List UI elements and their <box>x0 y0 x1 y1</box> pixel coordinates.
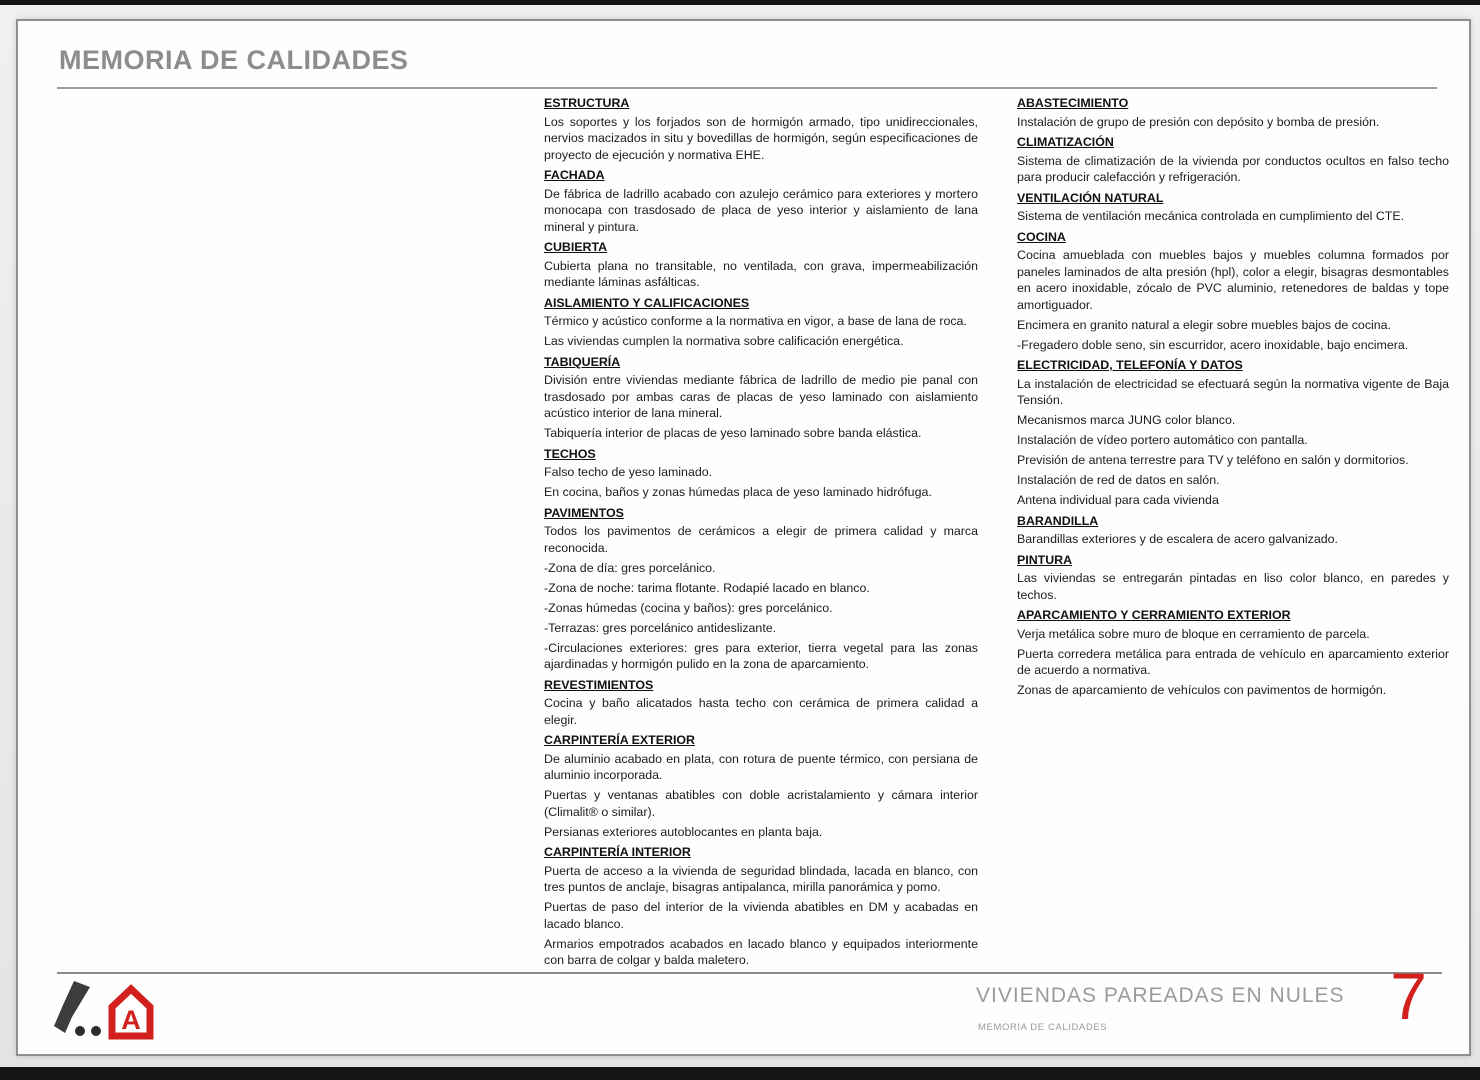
section-heading: TECHOS <box>544 446 596 461</box>
specs-column-right <box>1017 91 1449 702</box>
section-paragraph: Cubierta plana no transitable, no ventilada, con grava, impermeabilización mediante láminas asfálticas. <box>544 258 978 289</box>
section-paragraph: -Zona de noche: tarima flotante. Rodapié lacado en blanco. <box>544 580 870 595</box>
section-paragraph: Mecanismos marca JUNG color blanco. <box>1017 413 1236 427</box>
specs-column-left <box>544 91 978 972</box>
section-paragraph: Armarios empotrados acabados en lacado blanco y equipados interiormente con barra de colgar y balda maletero. <box>544 936 978 967</box>
section-heading: CARPINTERÍA EXTERIOR <box>544 733 695 747</box>
pencil-mark-icon <box>54 981 101 1036</box>
section-heading: REVESTIMIENTOS <box>544 677 654 692</box>
section-paragraph: Instalación de grupo de presión con depósito y bomba de presión. <box>1017 114 1380 129</box>
page-title: MEMORIA DE CALIDADES <box>59 45 409 75</box>
company-logo <box>48 979 158 1041</box>
document-page <box>16 19 1471 1056</box>
section-paragraph: Las viviendas se entregarán pintadas en liso color blanco, en paredes y techos. <box>1017 571 1449 602</box>
section-paragraph: En cocina, baños y zonas húmedas placa de yeso laminado hidrófuga. <box>544 485 932 499</box>
section-heading: PAVIMENTOS <box>544 505 624 520</box>
section-heading: FACHADA <box>544 168 605 182</box>
section-paragraph: Todos los pavimentos de cerámicos a elegir de primera calidad y marca reconocida. <box>544 524 978 555</box>
section-paragraph: Tabiquería interior de placas de yeso laminado sobre banda elástica. <box>544 426 922 440</box>
section-heading: VENTILACIÓN NATURAL <box>1017 190 1164 205</box>
section-paragraph: Puerta de acceso a la vivienda de seguridad blindada, lacada en blanco, con tres puntos de anclaje, bisagras antipalanca, mirilla panorámica y pomo. <box>544 863 978 894</box>
section-heading: CARPINTERÍA INTERIOR <box>544 845 691 859</box>
section-heading: APARCAMIENTO Y CERRAMIENTO EXTERIOR <box>1017 608 1291 622</box>
page-number: 7 <box>1390 959 1427 1033</box>
section-heading: ABASTECIMIENTO <box>1017 96 1129 110</box>
section-paragraph: Previsión de antena terrestre para TV y teléfono en salón y dormitorios. <box>1017 453 1409 467</box>
section-heading: CLIMATIZACIÓN <box>1017 135 1114 149</box>
section-heading: CUBIERTA <box>544 240 608 254</box>
footer-subtitle: MEMORIA DE CALIDADES <box>978 1022 1108 1033</box>
house-icon <box>112 989 150 1036</box>
footer-project-title: VIVIENDAS PAREADAS EN NULES <box>976 984 1345 1007</box>
section-heading: PINTURA <box>1017 552 1073 567</box>
section-paragraph: -Zonas húmedas (cocina y baños): gres porcelánico. <box>544 600 833 615</box>
section-heading: BARANDILLA <box>1017 513 1099 528</box>
section-paragraph: Instalación de red de datos en salón. <box>1017 473 1220 487</box>
section-paragraph: Sistema de climatización de la vivienda por conductos ocultos en falso techo para producir calefacción y refrigeración. <box>1017 153 1449 184</box>
section-paragraph: Puerta corredera metálica para entrada de vehículo en aparcamiento exterior de acuerdo a normativa. <box>1017 646 1449 677</box>
section-paragraph: Falso techo de yeso laminado. <box>544 465 713 479</box>
section-paragraph: Puertas de paso del interior de la vivienda abatibles en DM y acabadas en lacado blanco. <box>544 900 978 931</box>
section-paragraph: -Fregadero doble seno, sin escurridor, acero inoxidable, bajo encimera. <box>1017 337 1409 352</box>
section-paragraph: Antena individual para cada vivienda <box>1017 493 1219 507</box>
section-heading: ELECTRICIDAD, TELEFONÍA Y DATOS <box>1017 358 1243 372</box>
section-paragraph: De fábrica de ladrillo acabado con azulejo cerámico para exteriores y mortero monocapa con trasdosado de placa de yeso interior y aislamiento de lana mineral y pintura. <box>544 186 978 234</box>
footer-divider <box>57 972 1442 974</box>
section-paragraph: Puertas y ventanas abatibles con doble acristalamiento y cámara interior (Climalit® o similar). <box>544 788 978 819</box>
section-paragraph: Encimera en granito natural a elegir sobre muebles bajos de cocina. <box>1017 317 1392 332</box>
section-paragraph: Cocina y baño alicatados hasta techo con cerámica de primera calidad a elegir. <box>544 696 978 727</box>
section-paragraph: División entre viviendas mediante fábrica de ladrillo de medio pie panal con trasdosado por ambas caras de placas de yeso laminado con aislamiento acústico interior de lana mineral. <box>544 373 978 420</box>
section-paragraph: Zonas de aparcamiento de vehículos con pavimentos de hormigón. <box>1017 683 1387 697</box>
section-heading: COCINA <box>1017 229 1066 244</box>
title-underline <box>57 87 1437 89</box>
section-paragraph: Las viviendas cumplen la normativa sobre calificación energética. <box>544 334 904 348</box>
section-paragraph: Térmico y acústico conforme a la normativa en vigor, a base de lana de roca. <box>544 314 967 328</box>
section-paragraph: -Zona de día: gres porcelánico. <box>544 560 716 575</box>
svg-text:A: A <box>121 1005 141 1035</box>
section-paragraph: Instalación de vídeo portero automático con pantalla. <box>1017 433 1308 447</box>
section-heading: ESTRUCTURA <box>544 96 630 110</box>
section-paragraph: Verja metálica sobre muro de bloque en cerramiento de parcela. <box>1017 626 1370 641</box>
bottom-black-bar <box>0 1067 1480 1080</box>
section-paragraph: Persianas exteriores autoblocantes en planta baja. <box>544 824 823 839</box>
section-paragraph: La instalación de electricidad se efectuará según la normativa vigente de Baja Tensión. <box>1017 376 1449 407</box>
section-paragraph: Sistema de ventilación mecánica controlada en cumplimiento del CTE. <box>1017 209 1405 223</box>
section-paragraph: Barandillas exteriores y de escalera de acero galvanizado. <box>1017 532 1338 546</box>
section-paragraph: Los soportes y los forjados son de hormigón armado, tipo unidireccionales, nervios macizados in situ y bovedillas de hormigón, según especificaciones de proyecto de ejecución y normativa EHE. <box>544 114 978 162</box>
top-black-bar <box>0 0 1480 5</box>
section-paragraph: -Circulaciones exteriores: gres para exterior, tierra vegetal para las zonas ajardinadas y hormigón pulido en la zona de aparcamiento. <box>544 640 978 671</box>
section-paragraph: -Terrazas: gres porcelánico antideslizante. <box>544 620 777 635</box>
section-heading: TABIQUERÍA <box>544 354 621 369</box>
footer-text-block <box>976 984 1345 1033</box>
section-paragraph: Cocina amueblada con muebles bajos y muebles columna formados por paneles laminados de alta presión (hpl), color a elegir, bisagras desmontables en acero inoxidable, zócalo de PVC aluminio, retenedores de baldas y tope amortiguador. <box>1017 248 1449 312</box>
section-heading: AISLAMIENTO Y CALIFICACIONES <box>544 295 750 310</box>
section-paragraph: De aluminio acabado en plata, con rotura de puente térmico, con persiana de aluminio incorporada. <box>544 751 978 782</box>
